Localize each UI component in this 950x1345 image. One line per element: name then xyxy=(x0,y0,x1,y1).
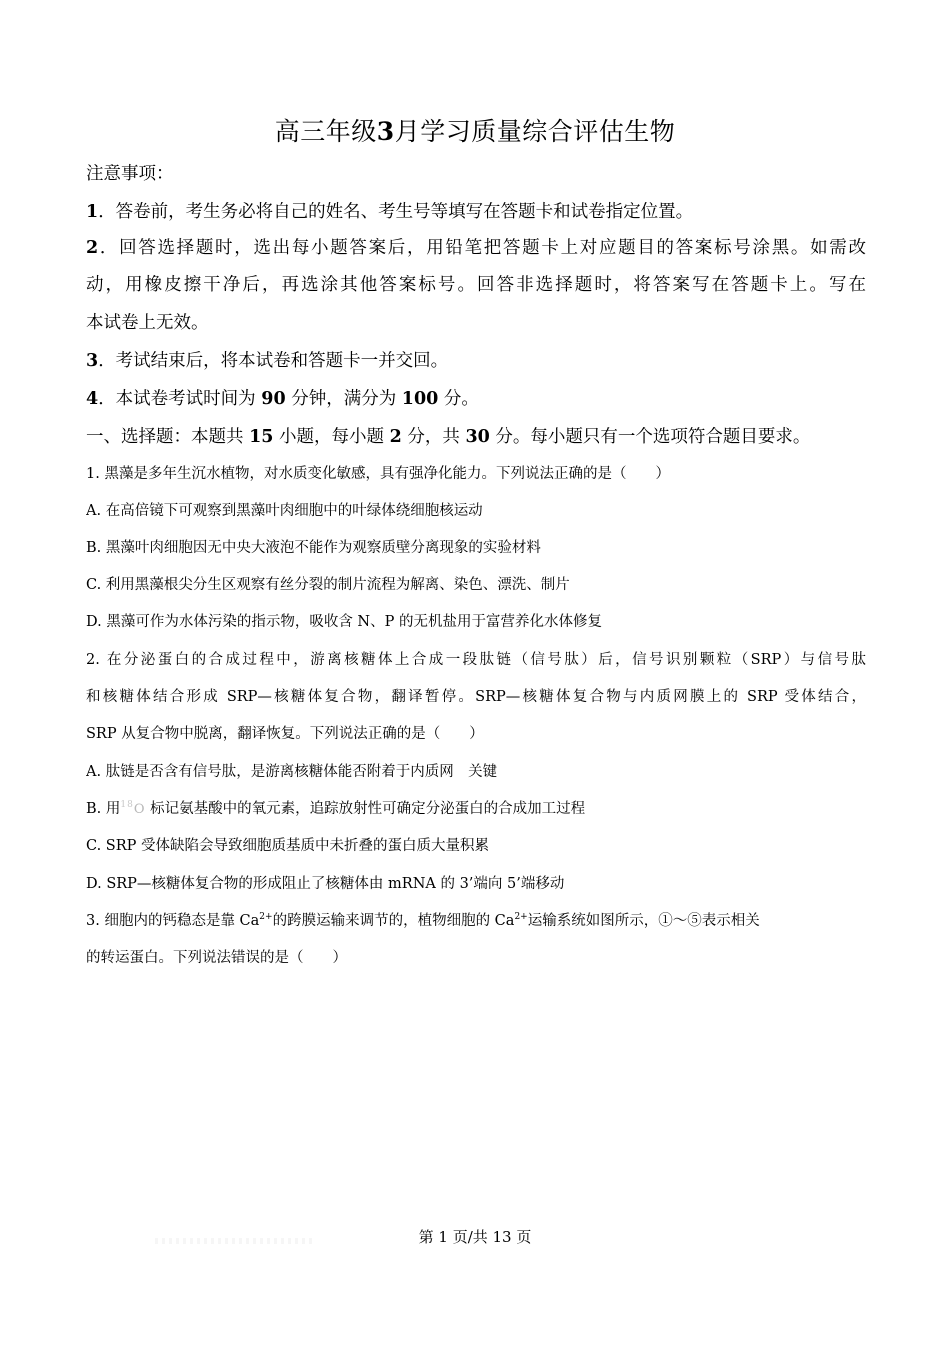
question-count: 15 xyxy=(249,427,274,447)
title-text-before: 高三年级 xyxy=(274,117,377,146)
q2-stem-line-3: SRP 从复合物中脱离，翻译恢复。下列说法正确的是（ ） xyxy=(86,726,484,742)
q3-stem-line-2: 的转运蛋白。下列说法错误的是（ ） xyxy=(86,950,347,966)
title-text-after: 月学习质量综合评估生物 xyxy=(394,117,676,146)
notice-item-4 xyxy=(86,386,866,412)
q1-option-b: B. 黑藻叶肉细胞因无中央大液泡不能作为观察质壁分离现象的实验材料 xyxy=(86,540,541,556)
stem-text: 3. 细胞内的钙稳态是靠 Ca xyxy=(86,913,260,929)
notice-item-text: ．答卷前，考生务必将自己的姓名、考生号等填写在答题卡和试卷指定位置。 xyxy=(98,202,694,222)
q2-option-d: D. SRP—核糖体复合物的形成阻止了核糖体由 mRNA 的 3’端向 5’端移动 xyxy=(86,876,565,892)
notice-heading: 注意事项： xyxy=(86,164,174,184)
ion-charge: 2+ xyxy=(514,912,528,922)
notice-item-2-line-2: 动，用橡皮擦干净后，再选涂其他答案标号。回答非选择题时，将答案写在答题卡上。写在 xyxy=(86,275,866,295)
section-text: 一、选择题：本题共 xyxy=(86,427,244,447)
isotope-mass: 18 xyxy=(120,800,134,810)
notice-item-1 xyxy=(86,199,866,225)
q1-stem: 1. 黑藻是多年生沉水植物，对水质变化敏感，具有强净化能力。下列说法正确的是（ ） xyxy=(86,466,670,482)
q2-stem-line-2: 和核糖体结合形成 SRP—核糖体复合物，翻译暂停。SRP—核糖体复合物与内质网膜上的 SRP 受体结合， xyxy=(86,689,866,705)
points-per-question: 2 xyxy=(389,427,402,447)
isotope-o18 xyxy=(120,798,145,822)
notice-text: 分。 xyxy=(443,389,479,409)
notice-item-number: 4 xyxy=(86,389,99,409)
stem-text: 运输系统如图所示，①～⑤表示相关 xyxy=(527,913,760,929)
q1-option-a: A. 在高倍镜下可观察到黑藻叶肉细胞中的叶绿体绕细胞核运动 xyxy=(86,503,483,519)
notice-item-number: 3 xyxy=(86,351,99,371)
notice-item-2-line-3: 本试卷上无效。 xyxy=(86,313,209,333)
q1-option-c: C. 利用黑藻根尖分生区观察有丝分裂的制片流程为解离、染色、漂洗、制片 xyxy=(86,577,570,593)
option-text: B. 用 xyxy=(86,801,121,817)
section-text: 分，共 xyxy=(407,427,460,447)
stem-text: 的跨膜运输来调节的，植物细胞的 Ca xyxy=(272,913,515,929)
q2-option-a: A. 肽链是否含有信号肽，是游离核糖体能否附着于内质网 关键 xyxy=(86,764,498,780)
q2-stem-line-1: 2. 在分泌蛋白的合成过程中，游离核糖体上合成一段肽链（信号肽）后，信号识别颗粒（SRP）与信号肽 xyxy=(86,652,866,668)
notice-item-text: ．考试结束后，将本试卷和答题卡一并交回。 xyxy=(98,351,449,371)
isotope-element: O xyxy=(133,802,146,817)
q2-option-c: C. SRP 受体缺陷会导致细胞质基质中未折叠的蛋白质大量积累 xyxy=(86,838,490,854)
section-heading xyxy=(86,424,866,450)
ion-charge: 2+ xyxy=(259,912,273,922)
total-points: 30 xyxy=(465,427,490,447)
section-text: 分。每小题只有一个选项符合题目要求。 xyxy=(495,427,811,447)
notice-text: ．本试卷考试时间为 xyxy=(98,389,256,409)
page-footer: 第 1 页/共 13 页 xyxy=(418,1228,532,1246)
notice-item-number: 2 xyxy=(86,238,99,258)
page-title xyxy=(0,112,950,152)
section-text: 小题，每小题 xyxy=(279,427,385,447)
notice-item-number: 1 xyxy=(86,202,99,222)
notice-item-3 xyxy=(86,348,866,374)
notice-item-text: ．回答选择题时，选出每小题答案后，用铅笔把答题卡上对应题目的答案标号涂黑。如需改 xyxy=(98,238,866,258)
exam-minutes: 90 xyxy=(261,389,286,409)
notice-text: 分钟，满分为 xyxy=(291,389,397,409)
q2-option-b xyxy=(86,797,866,822)
notice-item-2-line-1 xyxy=(86,235,866,261)
q1-option-d: D. 黑藻可作为水体污染的指示物，吸收含 N、P 的无机盐用于富营养化水体修复 xyxy=(86,614,602,630)
option-text: 标记氨基酸中的氧元素，追踪放射性可确定分泌蛋白的合成加工过程 xyxy=(145,801,586,817)
q3-stem-line-1 xyxy=(86,909,866,933)
title-number: 3 xyxy=(376,117,395,146)
full-score: 100 xyxy=(401,389,439,409)
